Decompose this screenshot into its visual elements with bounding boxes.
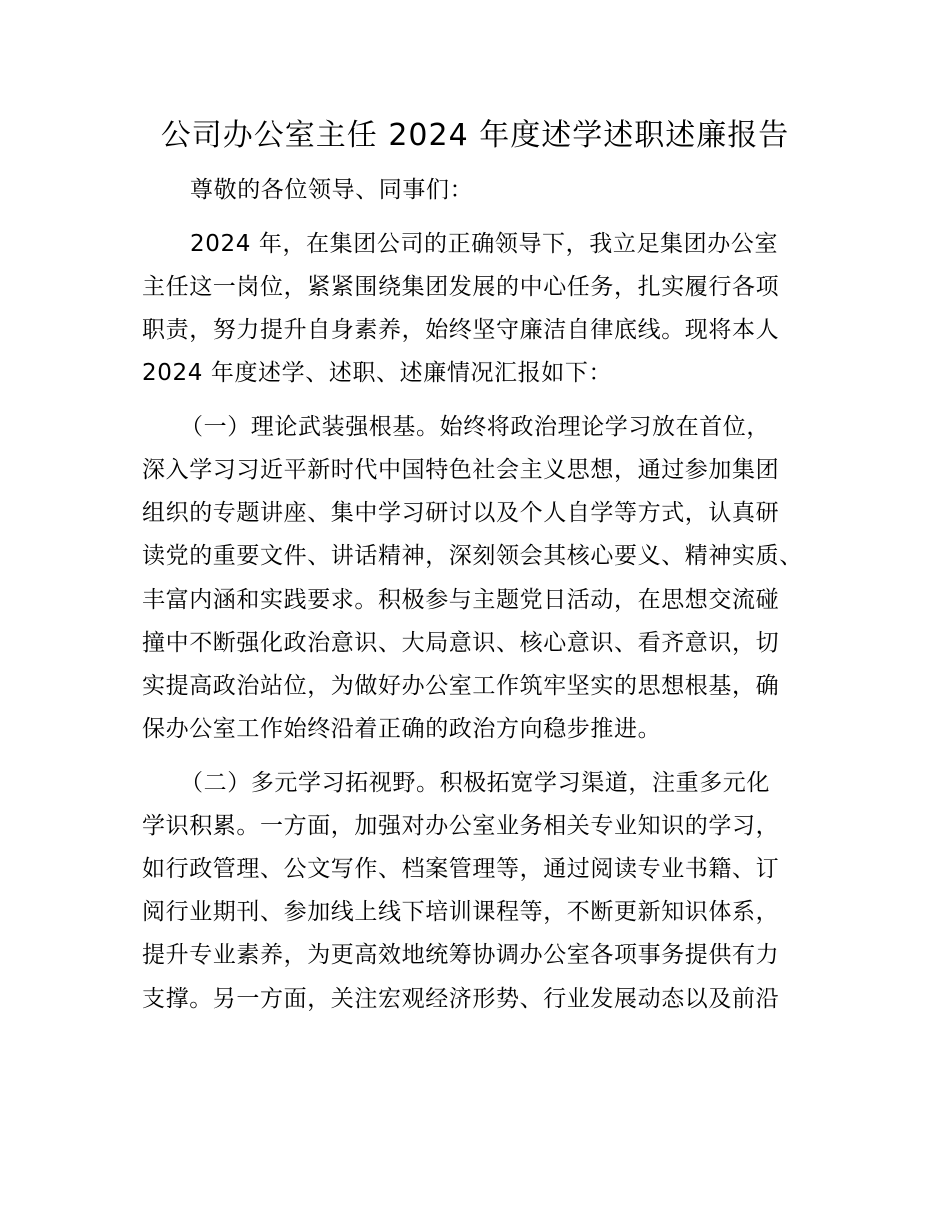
salutation-line: 尊敬的各位领导、同事们：	[190, 177, 474, 203]
paragraph-line: 职责，努力提升自身素养，始终坚守廉洁自律底线。现将本人	[142, 317, 780, 343]
paragraph-line: 深入学习习近平新时代中国特色社会主义思想，通过参加集团	[142, 457, 780, 483]
paragraph-line: 主任这一岗位，紧紧围绕集团发展的中心任务，扎实履行各项	[142, 274, 780, 300]
paragraph-line: （二）多元学习拓视野。积极拓宽学习渠道，注重多元化	[180, 770, 770, 796]
paragraph-line: 读党的重要文件、讲话精神，深刻领会其核心要义、精神实质、	[142, 543, 803, 569]
paragraph-line: 学识积累。一方面，加强对办公室业务相关专业知识的学习，	[142, 813, 780, 839]
paragraph-line: 组织的专题讲座、集中学习研讨以及个人自学等方式，认真研	[142, 500, 780, 526]
paragraph-line: 撞中不断强化政治意识、大局意识、核心意识、看齐意识，切	[142, 630, 780, 656]
paragraph-line: 丰富内涵和实践要求。积极参与主题党日活动，在思想交流碰	[142, 587, 780, 613]
paragraph-line: （一）理论武装强根基。始终将政治理论学习放在首位，	[180, 414, 770, 440]
paragraph-line: 2024 年，在集团公司的正确领导下，我立足集团办公室	[190, 231, 779, 257]
paragraph-line: 支撑。另一方面，关注宏观经济形势、行业发展动态以及前沿	[142, 986, 780, 1012]
paragraph-line: 提升专业素养，为更高效地统筹协调办公室各项事务提供有力	[142, 942, 780, 968]
paragraph-line: 2024 年度述学、述职、述廉情况汇报如下：	[142, 360, 613, 386]
paragraph-line: 保办公室工作始终沿着正确的政治方向稳步推进。	[142, 716, 662, 742]
paragraph-line: 如行政管理、公文写作、档案管理等，通过阅读专业书籍、订	[142, 856, 780, 882]
document-title: 公司办公室主任 2024 年度述学述职述廉报告	[160, 118, 790, 153]
paragraph-line: 实提高政治站位，为做好办公室工作筑牢坚实的思想根基，确	[142, 673, 780, 699]
paragraph-line: 阅行业期刊、参加线上线下培训课程等，不断更新知识体系，	[142, 899, 780, 925]
